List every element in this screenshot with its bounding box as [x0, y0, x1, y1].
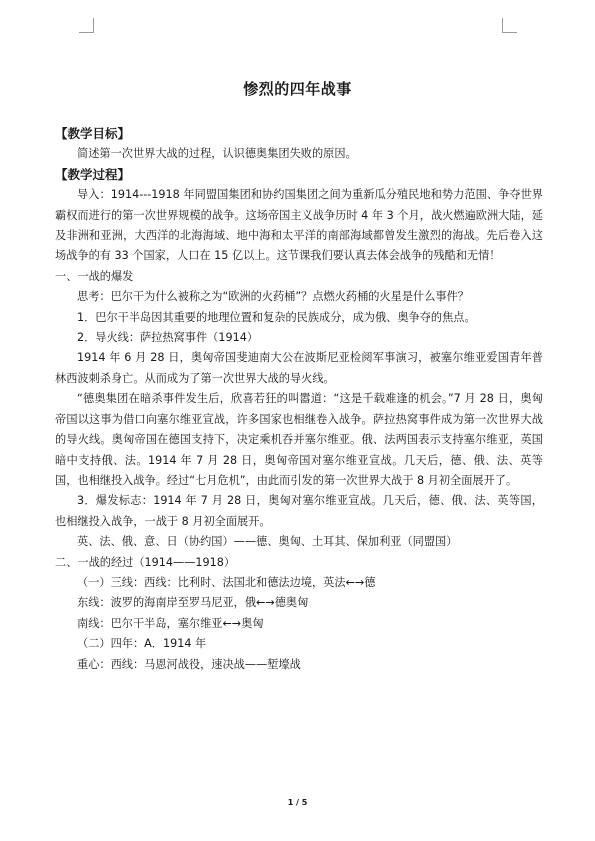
paragraph: 东线：波罗的海南岸至罗马尼亚，俄←→德奥匈 — [77, 596, 309, 610]
paragraph: 英、法、俄、意、日（协约国）——德、奥匈、土耳其、保加利亚（同盟国） — [77, 535, 458, 549]
paragraph: 一、一战的爆发 — [55, 269, 134, 283]
paragraph: 南线：巴尔干半岛，塞尔维亚←→奥匈 — [77, 616, 264, 630]
paragraph: 2．导火线：萨拉热窝事件（1914） — [77, 331, 259, 345]
paragraph: 二、一战的经过（1914——1918） — [55, 555, 236, 569]
paragraph: （二）四年：A．1914 年 — [77, 637, 207, 651]
paragraph: 导入：1914---1918 年同盟国集团和协约国集团之间为重新瓜分殖民地和势力范围、争夺世界霸权而进行的第一次世界规模的战争。这场帝国主义战争历时 4 年 3 个月，战火燃遍欧洲大陆，延及非洲和亚洲，大西洋的北海海域、地中海和太平洋的南部海域都曾发生激烈的海战。先后卷入这场战争的有 33 个国家，人口在 15 亿以上。这节课我们要认真去体会战争的残酷和无情！ — [55, 188, 543, 263]
page-number: 1 / 5 — [287, 798, 308, 807]
crop-mark-top-left — [79, 18, 94, 33]
paragraph: 思考：巴尔干为什么被称之为“欧洲的火药桶”？点燃火药桶的火星是什么事件？ — [77, 290, 469, 304]
document-body — [55, 124, 543, 675]
section-heading: 【教学目标】 — [55, 126, 131, 141]
paragraph: 3．爆发标志：1914 年 7 月 28 日，奥匈对塞尔维亚宣战。几天后，德、俄、法、英等国，也相继投入战争，一战于 8 月初全面展开。 — [55, 494, 543, 528]
paragraph: 1．巴尔干半岛因其重要的地理位置和复杂的民族成分，成为俄、奥争夺的焦点。 — [77, 310, 476, 324]
paragraph: （一）三线：西线：比利时、法国北和德法边境，英法←→德 — [77, 575, 376, 589]
crop-mark-top-right — [502, 18, 517, 33]
paragraph: “德奥集团在暗杀事件发生后，欣喜若狂的叫嚣道：“这是千载难逢的机会。”7 月 28 日，奥匈帝国以这事为借口向塞尔维亚宣战，许多国家也相继卷入战争。萨拉热窝事件成为第一次世界大战的导火线。奥匈帝国在德国支持下，决定乘机吞并塞尔维亚。俄、法两国表示支持塞尔维亚，英国暗中支持俄、法。1914 年 7 月 28 日，奥匈帝国对塞尔维亚宣战。几天后，德、俄、法、英等国，也相继投入战争。经过“七月危机”，由此而引发的第一次世界大战于 8 月初全面展开了。 — [55, 392, 543, 487]
paragraph: 重心：西线：马恩河战役，速决战——堑壕战 — [77, 657, 301, 671]
paragraph: 1914 年 6 月 28 日，奥匈帝国斐迪南大公在波斯尼亚检阅军事演习，被塞尔维亚爱国青年普林西波刺杀身亡。从而成为了第一次世界大战的导火线。 — [55, 351, 543, 385]
document-title: 惨烈的四年战事 — [243, 80, 352, 98]
paragraph: 简述第一次世界大战的过程，认识德奥集团失败的原因。 — [77, 147, 357, 161]
section-heading: 【教学过程】 — [55, 166, 131, 182]
